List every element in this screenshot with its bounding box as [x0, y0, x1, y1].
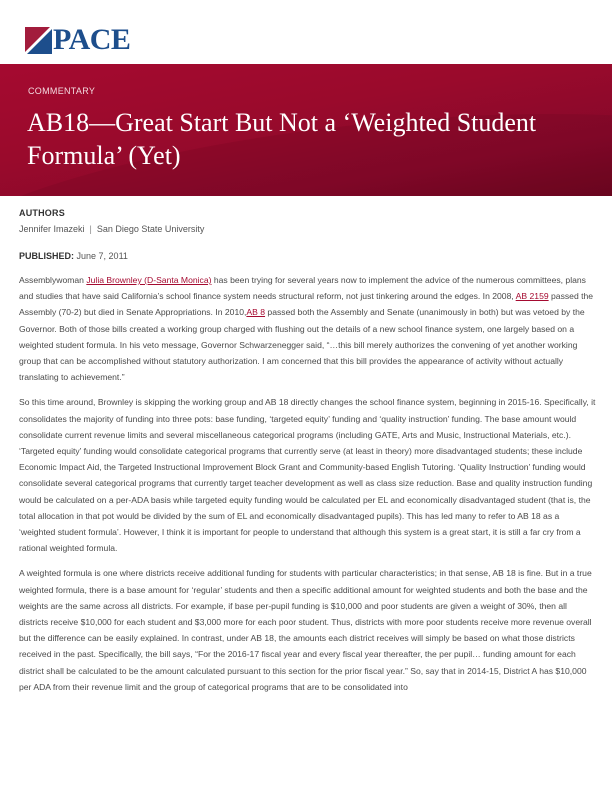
authors-label: AUTHORS [19, 208, 65, 218]
author-affiliation: San Diego State University [96, 224, 205, 234]
paragraph-text: passed both the Assembly and Senate (unanimously in both) but was vetoed by the Governor. Both of those bills created a working group charged with flushing out the details of a new school finance system, one largely based on a weighted student formula. In his veto message, Governor Schwarzenegger said, “…this bill merely authorizes the convening of yet another working group that can be accomplished without statutory authorization. I am concerned that this bill provides the appearance of activity without actually translating to achievement.” [19, 307, 585, 383]
pace-logo[interactable] [25, 23, 131, 56]
author-name: Jennifer Imazeki [19, 224, 85, 234]
article-paragraph-2: So this time around, Brownley is skipping the working group and AB 18 directly changes the school finance system, beginning in 2015-16. Specifically, it consolidates the majority of funding into three pots: base funding, ‘targeted equity’ funding and ‘quality instruction’ funding. The base amount would consolidate current revenue limits and several miscellaneous categorical programs (including GATE, Arts and Music, Instructional Materials, etc.). ‘Targeted equity’ funding would consolidate categorical programs that currently serve (at least in theory) more disadvantaged students; these include Economic Impact Aid, the Targeted Instructional Improvement Block Grant and Community-based English Tutoring. ‘Quality Instruction’ funding would consolidate several categorical programs that currently target teacher development as well as class size reduction. Base and quality instruction funding would be calculated on a per-ADA basis while targeted equity funding would be calculated per EL and economically disadvantaged student (that is, the total allocation in that pot would be divided by the sum of EL and economically disadvantaged pupils). This has led many to refer to AB 18 as a ‘weighted student formula’. However, I think it is important for people to understand that although this system is a great start, it is still a far cry from a rational weighted formula. [19, 397, 596, 554]
link-julia-brownley[interactable]: Julia Brownley (D-Santa Monica) [86, 275, 212, 285]
link-ab-2159[interactable]: AB 2159 [515, 291, 549, 302]
link-ab-8[interactable]: AB 8 [246, 307, 266, 318]
article-paragraph-3: A weighted formula is one where districts receive additional funding for students with particular characteristics; in that sense, AB 18 is fine. But in a true weighted formula, there is a base amount for ‘regular’ students and then a specific additional amount for weighted students and both the base and the weights are the same across all districts. For example, if base per-pupil funding is $10,000 and poor students are given a weight of 30%, then all districts receive $10,000 for each student and $3,000 more for each poor student. Thus, districts with more poor students receive more revenue overall but the difference can be easily explained. In contrast, under AB 18, the amounts each district receives will simply be based on what those districts received in the past. Specifically, the bill says, “For the 2016-17 fiscal year and every fiscal year thereafter, the per pupil… funding amount for each district shall be calculated to be the amount calculated pursuant to this section for the prior fiscal year.” So, say that in 2014-15, District A has $10,000 per ADA from their revenue limit and the group of categorical programs that are to be consolidated into [19, 568, 592, 692]
paragraph-text: has been trying for several years now to implement the advice of the numerous committees, plans and studies that have said California’s school finance system needs structural reform, not just tinkering around the edges. In 2008, [19, 275, 586, 302]
published-label: PUBLISHED: [19, 251, 75, 261]
article-authors [19, 208, 204, 234]
published-date-line [19, 251, 128, 261]
paragraph-text: passed the Assembly (70-2) but died in Senate Appropriations. In 2010, [19, 291, 594, 318]
author-separator: | [89, 224, 92, 234]
article-paragraph-1 [19, 272, 597, 385]
pace-logo-mark-icon [25, 27, 52, 54]
article-category-label: COMMENTARY [28, 86, 96, 96]
author-line [19, 224, 204, 234]
article-header-banner [0, 64, 612, 196]
article-body [19, 272, 597, 704]
paragraph-text: Assemblywoman [19, 275, 87, 285]
logo-wordmark: PACE [53, 23, 131, 56]
published-date: June 7, 2011 [76, 251, 128, 261]
article-title: AB18—Great Start But Not a ‘Weighted Student Formula’ (Yet) [27, 108, 537, 170]
